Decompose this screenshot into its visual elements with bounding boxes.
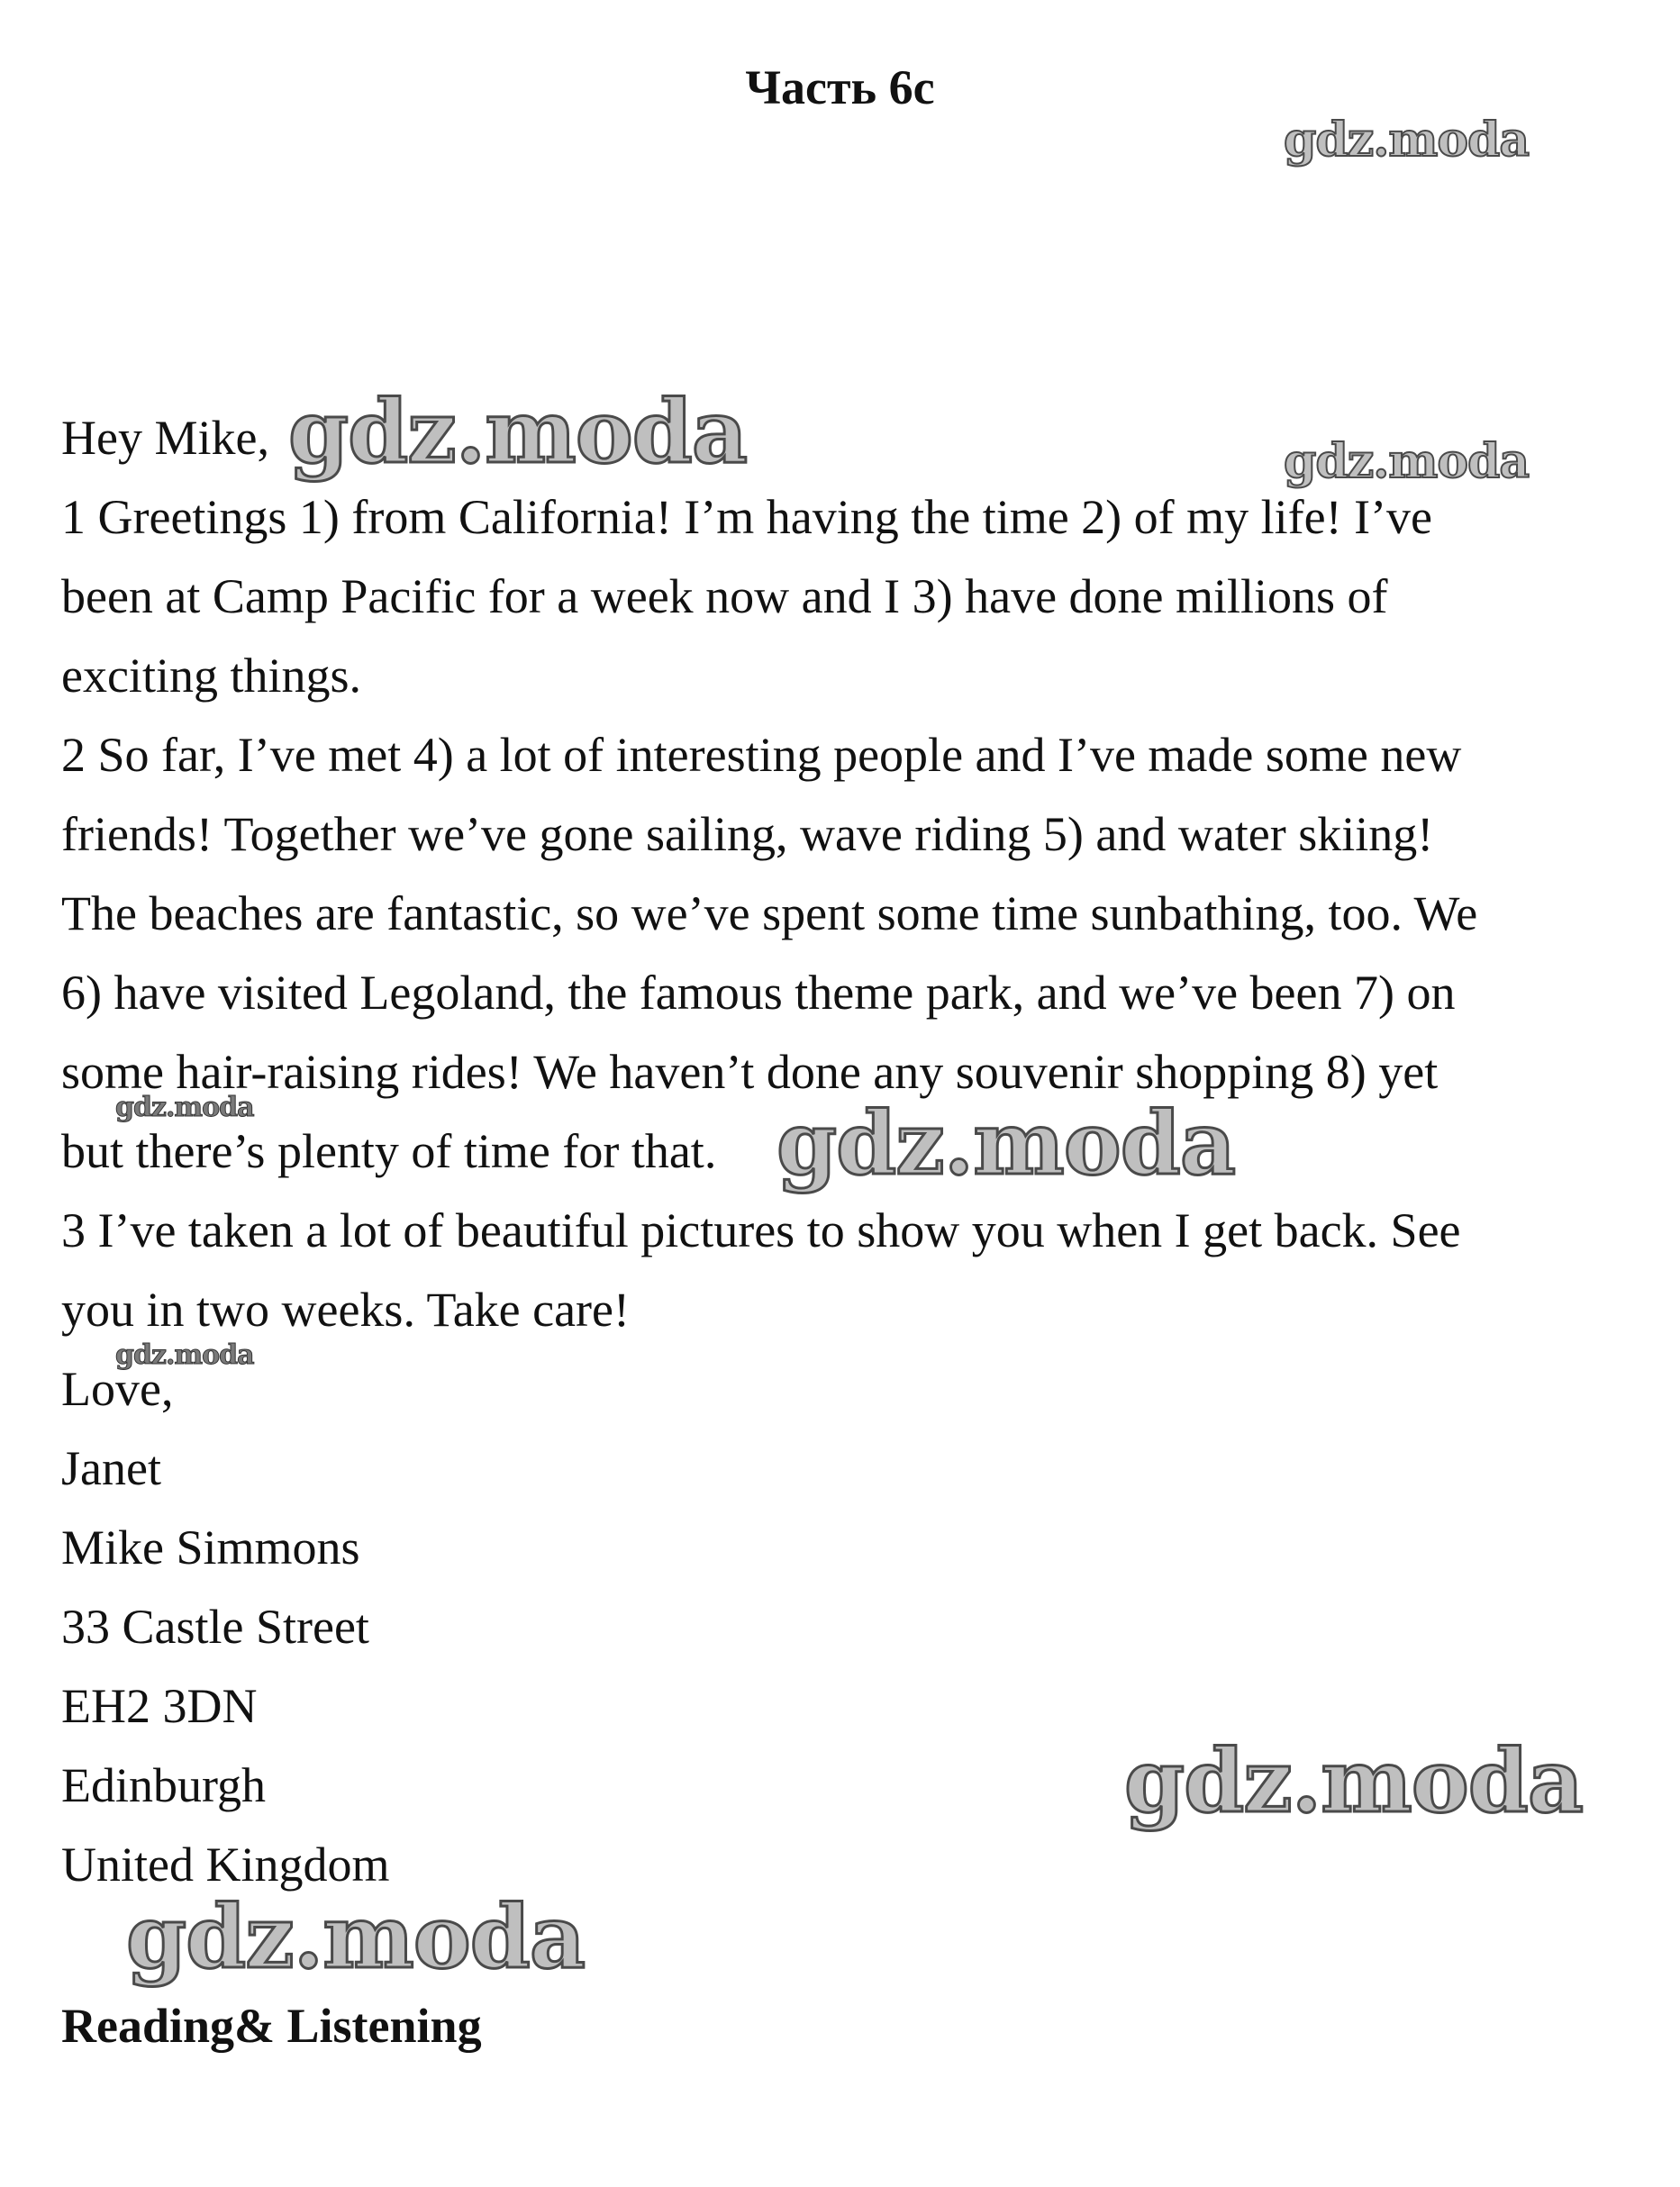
letter-line: been at Camp Pacific for a week now and I 3) have done millions of [61,569,1388,623]
letter-line: 1 Greetings 1) from California! I’m having the time 2) of my life! I’ve [61,490,1433,544]
watermark: gdz.moda [126,1886,586,1988]
letter-line: 3 I’ve taken a lot of beautiful pictures to show you when I get back. See [61,1203,1461,1257]
watermark: gdz.moda [115,1092,254,1123]
letter-line: 2 So far, I’ve met 4) a lot of interesting people and I’ve made some new [61,728,1462,782]
section-heading: Reading& Listening [61,1999,482,2053]
watermark: gdz.moda [776,1093,1236,1194]
letter-line: some hair-raising rides! We haven’t done any souvenir shopping 8) yet [61,1045,1439,1099]
letter-line: but there’s plenty of time for that. [61,1124,717,1178]
letter-signoff: Love, [61,1362,174,1416]
letter-line: friends! Together we’ve gone sailing, wave riding 5) and water skiing! [61,807,1434,861]
watermark: gdz.moda [1124,1730,1584,1832]
watermark: gdz.moda [1284,113,1530,168]
letter-line: exciting things. [61,649,361,703]
address-street: 33 Castle Street [61,1600,369,1654]
address-country: United Kingdom [61,1838,390,1892]
letter-greeting: Hey Mike, [61,411,269,465]
page-title: Часть 6с [745,60,935,114]
watermark: gdz.moda [1284,434,1530,489]
watermark: gdz.moda [288,381,748,483]
letter-signature: Janet [61,1441,161,1495]
address-postcode: EH2 3DN [61,1679,258,1733]
letter-line: you in two weeks. Take care! [61,1283,630,1337]
address-city: Edinburgh [61,1758,266,1812]
address-name: Mike Simmons [61,1520,360,1574]
letter-line: 6) have visited Legoland, the famous theme park, and we’ve been 7) on [61,966,1456,1020]
watermark: gdz.moda [115,1339,254,1371]
letter-line: The beaches are fantastic, so we’ve spent some time sunbathing, too. We [61,886,1478,940]
